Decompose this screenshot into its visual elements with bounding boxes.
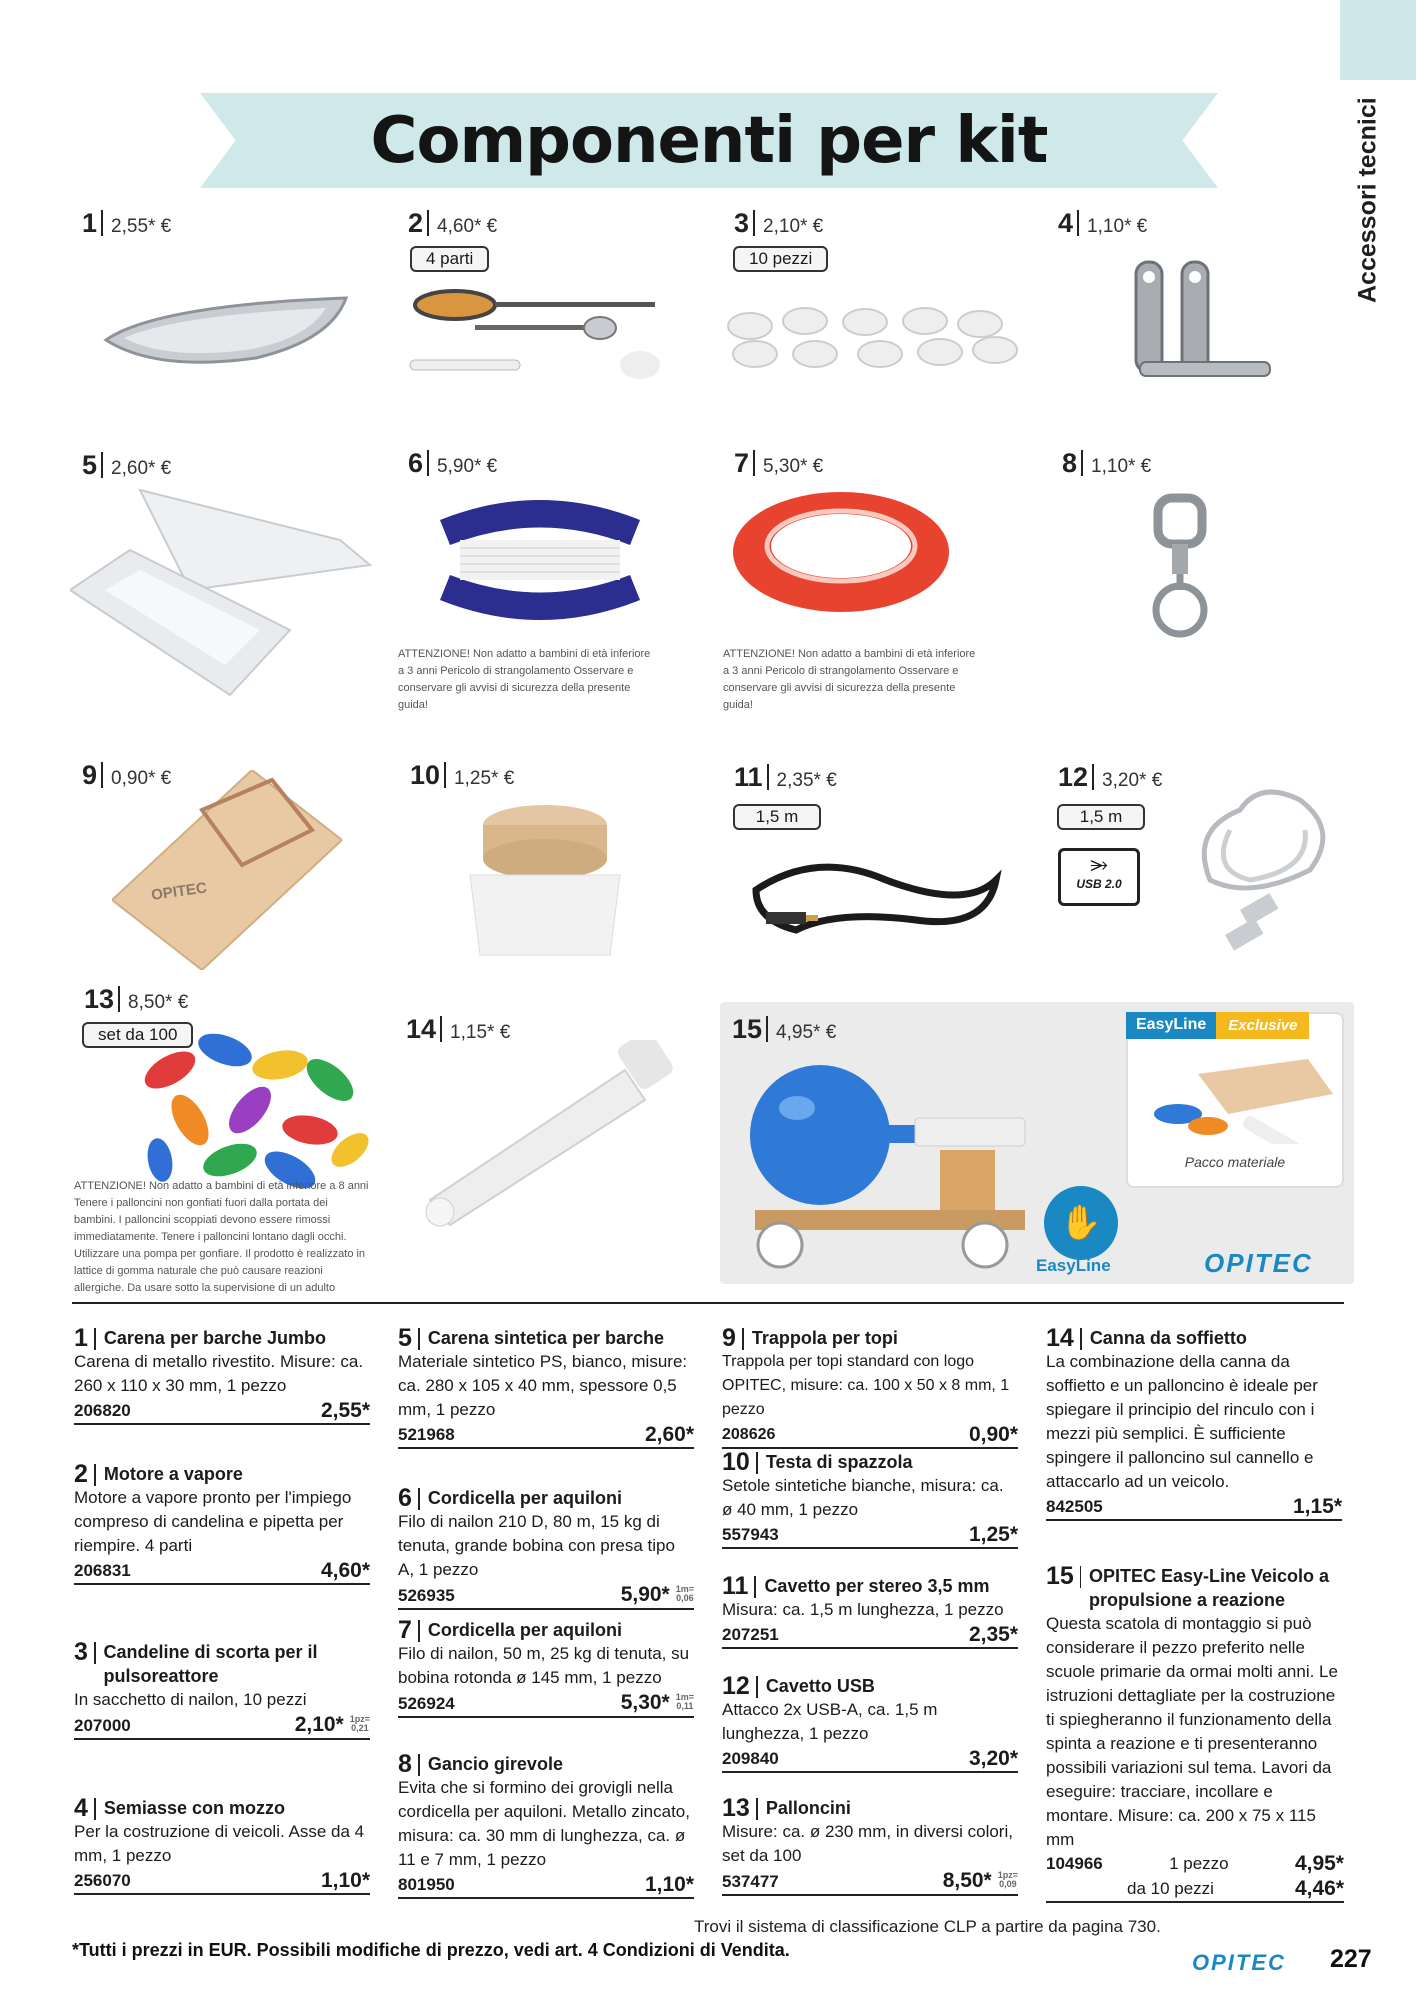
item-title: Candeline di scorta per il pulsoreattore	[103, 1642, 318, 1686]
item-code: 526924	[398, 1694, 455, 1713]
boat-hull-plastic-image	[70, 480, 380, 700]
product-price: 1,10* €	[1087, 216, 1148, 237]
product-price: 4,60* €	[437, 216, 498, 237]
product-price: 1,25* €	[454, 768, 515, 789]
item-price: 2,35*	[968, 1623, 1018, 1646]
item-title: Cordicella per aquiloni	[427, 1620, 622, 1640]
mousetrap-image	[112, 770, 342, 970]
material-pack-image	[1138, 1054, 1338, 1144]
easyline-label-bar	[1126, 1012, 1309, 1039]
easyline-hand-icon: ✋	[1044, 1186, 1118, 1260]
item-code: 208626	[722, 1426, 776, 1443]
product-header-3	[734, 208, 823, 239]
item-number: 9	[722, 1324, 736, 1352]
unit-price: 1pz= 0,21	[349, 1714, 370, 1733]
item-number: 15	[1046, 1562, 1074, 1590]
item-price: 4,95*	[1294, 1852, 1344, 1875]
tag-length: 1,5 m	[1057, 804, 1145, 830]
item-code: 206831	[74, 1561, 131, 1580]
product-price: 1,15* €	[450, 1022, 511, 1043]
item-code: 207251	[722, 1625, 779, 1644]
product-header-10	[410, 760, 514, 791]
page-title: Componenti per kit	[370, 103, 1048, 178]
item-number: 3	[74, 1638, 88, 1666]
item-number: 4	[74, 1794, 88, 1822]
item-code: 557943	[722, 1525, 779, 1544]
item-number: 11	[722, 1572, 749, 1600]
item-title: Gancio girevole	[427, 1754, 563, 1774]
kite-line-reel-image	[430, 490, 650, 630]
tag-10-pezzi: 10 pezzi	[733, 246, 828, 272]
item-15-row1	[1046, 1852, 1344, 1876]
product-number: 5	[82, 450, 98, 480]
item-code: 209840	[722, 1749, 779, 1768]
item-desc: Evita che si formino dei grovigli nella cordicella per aquiloni. Metallo zincato, misura: ca. 30 mm di lunghezza, ca. ø 11 e 7 mm, 1 pezzo	[398, 1778, 690, 1869]
product-number: 15	[732, 1014, 763, 1044]
item-price: 1,10*	[320, 1869, 370, 1892]
usb-cable-image	[1180, 770, 1340, 960]
item-5	[398, 1326, 694, 1449]
item-title: Palloncini	[765, 1798, 851, 1818]
item-price: 1,25*	[968, 1523, 1018, 1546]
item-price: 2,10*	[294, 1713, 344, 1736]
product-number: 2	[408, 208, 424, 238]
item-title: Carena per barche Jumbo	[103, 1328, 326, 1348]
item-desc: Misura: ca. 1,5 m lunghezza, 1 pezzo	[722, 1600, 1004, 1619]
item-4	[74, 1796, 370, 1895]
item-desc: Filo di nailon, 50 m, 25 kg di tenuta, su bobina rotonda ø 145 mm, 1 pezzo	[398, 1644, 690, 1687]
item-desc: Setole sintetiche bianche, misura: ca. ø 40 mm, 1 pezzo	[722, 1476, 1004, 1519]
product-price: 2,55* €	[111, 216, 172, 237]
tag-4-parti: 4 parti	[410, 246, 489, 272]
item-price: 8,50*	[942, 1869, 992, 1892]
product-number: 7	[734, 448, 750, 478]
item-11	[722, 1574, 1018, 1649]
item-desc: Misure: ca. ø 230 mm, in diversi colori, set da 100	[722, 1822, 1013, 1865]
brush-head-image	[450, 795, 640, 965]
product-header-2	[408, 208, 497, 239]
product-number: 8	[1062, 448, 1078, 478]
material-pack-caption: Pacco materiale	[1184, 1154, 1286, 1170]
item-9	[722, 1326, 1018, 1449]
product-header-4	[1058, 208, 1147, 239]
product-number: 11	[734, 762, 763, 792]
exclusive-label: Exclusive	[1216, 1012, 1309, 1039]
tag-length: 1,5 m	[733, 804, 821, 830]
item-desc: La combinazione della canna da soffietto e un palloncino è ideale per spiegare il principio del rinculo con i mezzi più semplici. È sufficiente spingere il palloncino sul cannello e attaccarlo ad un veicolo.	[1046, 1352, 1318, 1491]
product-number: 9	[82, 760, 98, 790]
item-price: 5,90*	[620, 1583, 670, 1606]
safety-warning-13: ATTENZIONE! Non adatto a bambini di età inferiore a 8 anni Tenere i palloncini non gonfiati fuori dalla portata dei bambini. I palloncini scoppiati devono essere rimossi immediatamente. Tenere i palloncini lontano dagli occhi. Utilizzare una pompa per gonfiare. Il prodotto è realizzato in lattice di gomma naturale che può causare reazioni allergiche. Da usare sotto la supervisione di un adulto	[74, 1180, 369, 1294]
product-price: 5,30* €	[763, 456, 824, 477]
item-title: Semiasse con mozzo	[103, 1798, 285, 1818]
item-title: Trappola per topi	[751, 1328, 898, 1348]
safety-warning-6: ATTENZIONE! Non adatto a bambini di età inferiore a 3 anni Pericolo di strangolamento Osservare e conservare gli avvisi di sicurezza della presente guida!	[398, 648, 651, 711]
qty-label: 1 pezzo	[1169, 1854, 1229, 1873]
item-15	[1046, 1564, 1344, 1903]
product-number: 12	[1058, 762, 1089, 792]
steam-engine-image	[405, 280, 665, 390]
tag-set: set da 100	[82, 1022, 193, 1048]
item-desc: Attacco 2x USB-A, ca. 1,5 m lunghezza, 1 pezzo	[722, 1700, 938, 1743]
item-title: Testa di spazzola	[765, 1452, 913, 1472]
product-number: 10	[410, 760, 441, 790]
product-header-11	[734, 762, 837, 793]
opitec-logo: OPITEC	[1204, 1248, 1313, 1278]
product-number: 13	[84, 984, 115, 1014]
item-code: 842505	[1046, 1497, 1103, 1516]
item-desc: Per la costruzione di veicoli. Asse da 4 mm, 1 pezzo	[74, 1822, 365, 1865]
product-header-12	[1058, 762, 1162, 793]
item-13	[722, 1796, 1018, 1896]
corner-tab	[1340, 0, 1416, 80]
item-number: 1	[74, 1324, 88, 1352]
product-header-15	[732, 1014, 836, 1045]
unit-price: 1pz= 0,09	[997, 1870, 1018, 1889]
easyline-label: EasyLine	[1126, 1012, 1216, 1039]
item-number: 13	[722, 1794, 750, 1822]
item-code: 521968	[398, 1425, 455, 1444]
item-price: 4,46*	[1294, 1877, 1344, 1900]
item-title: Canna da soffietto	[1089, 1328, 1247, 1348]
item-number: 8	[398, 1750, 412, 1778]
item-code: 104966	[1046, 1854, 1103, 1873]
kite-line-ring-image	[726, 482, 956, 622]
page-number: 227	[1330, 1945, 1372, 1973]
item-desc: Materiale sintetico PS, bianco, misure: ca. 280 x 105 x 40 mm, spessore 0,5 mm, 1 pezzo	[398, 1352, 688, 1419]
product-price: 3,20* €	[1102, 770, 1163, 791]
item-desc: Questa scatola di montaggio si può considerare il pezzo preferito nelle scuole primarie da ormai molti anni. Le istruzioni dettagliate per la costruzione ti spiegheranno il funzionamento della spinta a reazione e ti presenteranno possibili variazioni sul tema. Lavori da eseguire: tracciare, incollare e montare. Misure: ca. 200 x 75 x 115 mm	[1046, 1614, 1338, 1849]
item-number: 12	[722, 1672, 750, 1700]
easyline-round-label: EasyLine	[1036, 1256, 1111, 1275]
product-number: 14	[406, 1014, 437, 1044]
item-code: 526935	[398, 1586, 455, 1605]
unit-price: 1m= 0,11	[675, 1692, 694, 1711]
product-price: 1,10* €	[1091, 456, 1152, 477]
section-side-label: Accessori tecnici	[1353, 97, 1382, 303]
item-desc: In sacchetto di nailon, 10 pezzi	[74, 1690, 307, 1709]
unit-price: 1m= 0,06	[675, 1584, 694, 1603]
clp-note: Trovi il sistema di classificazione CLP a partire da pagina 730.	[694, 1917, 1161, 1936]
qty-label: da 10 pezzi	[1127, 1879, 1214, 1898]
product-price: 4,95* €	[776, 1022, 837, 1043]
item-price: 1,15*	[1292, 1495, 1342, 1518]
item-code: 801950	[398, 1875, 455, 1894]
item-title: Cavetto USB	[765, 1676, 875, 1696]
usb-icon: ⭃	[1090, 851, 1108, 876]
item-number: 2	[74, 1460, 88, 1488]
item-price: 0,90*	[968, 1423, 1018, 1446]
price-note: *Tutti i prezzi in EUR. Possibili modifiche di prezzo, vedi art. 4 Condizioni di Vendita.	[72, 1940, 790, 1960]
item-price: 2,55*	[320, 1399, 370, 1422]
product-number: 3	[734, 208, 750, 238]
item-3	[74, 1640, 370, 1740]
product-number: 6	[408, 448, 424, 478]
product-price: 5,90* €	[437, 456, 498, 477]
item-desc: Filo di nailon 210 D, 80 m, 15 kg di tenuta, grande bobina con presa tipo A, 1 pezzo	[398, 1512, 675, 1579]
item-desc: Trappola per topi standard con logo OPITEC, misure: ca. 100 x 50 x 8 mm, 1 pezzo	[722, 1353, 1010, 1418]
item-title: Carena sintetica per barche	[427, 1328, 665, 1348]
item-15-row2	[1046, 1877, 1344, 1903]
item-code: 256070	[74, 1871, 131, 1890]
item-number: 6	[398, 1484, 412, 1512]
product-number: 1	[82, 208, 98, 238]
swivel-hook-image	[1140, 490, 1220, 660]
candles-image	[725, 296, 1025, 376]
product-number: 4	[1058, 208, 1074, 238]
product-header-1	[82, 208, 171, 239]
jet-vehicle-image	[735, 1060, 1095, 1280]
item-6	[398, 1486, 694, 1610]
item-14	[1046, 1326, 1342, 1521]
item-number: 7	[398, 1616, 412, 1644]
usb-badge-label: USB 2.0	[1076, 877, 1122, 891]
product-header-7	[734, 448, 823, 479]
item-desc: Motore a vapore pronto per l'impiego compreso di candelina e pipetta per riempire. 4 parti	[74, 1488, 352, 1555]
safety-warning-7: ATTENZIONE! Non adatto a bambini di età inferiore a 3 anni Pericolo di strangolamento Osservare e conservare gli avvisi di sicurezza della presente guida!	[723, 648, 976, 711]
product-header-6	[408, 448, 497, 479]
item-price: 2,60*	[644, 1423, 694, 1446]
balloons-image	[130, 1010, 380, 1190]
material-pack-card	[1126, 1012, 1344, 1188]
item-desc: Carena di metallo rivestito. Misure: ca. 260 x 110 x 30 mm, 1 pezzo	[74, 1352, 364, 1395]
item-price: 1,10*	[644, 1873, 694, 1896]
item-title: Cordicella per aquiloni	[427, 1488, 622, 1508]
product-price: 0,90* €	[111, 768, 172, 789]
item-price: 4,60*	[320, 1559, 370, 1582]
item-code: 537477	[722, 1872, 779, 1891]
stereo-cable-image	[736, 850, 1006, 940]
blow-pipe-image	[415, 1040, 685, 1230]
item-12	[722, 1674, 1018, 1773]
trap-logo: OPITEC	[150, 879, 208, 904]
product-header-5	[82, 450, 171, 481]
item-title: Motore a vapore	[103, 1464, 243, 1484]
product-price: 2,10* €	[763, 216, 824, 237]
product-price: 2,60* €	[111, 458, 172, 479]
product-price: 8,50* €	[128, 992, 189, 1013]
item-price: 3,20*	[968, 1747, 1018, 1770]
item-code: 206820	[74, 1401, 131, 1420]
item-code: 207000	[74, 1716, 131, 1735]
usb-badge	[1058, 848, 1140, 906]
item-title: Cavetto per stereo 3,5 mm	[764, 1576, 990, 1596]
item-10	[722, 1450, 1018, 1549]
item-title: OPITEC Easy-Line Veicolo a propulsione a reazione	[1088, 1566, 1330, 1610]
footer-logo: OPITEC	[1192, 1950, 1286, 1975]
item-1	[74, 1326, 370, 1425]
item-8	[398, 1752, 694, 1899]
product-header-8	[1062, 448, 1151, 479]
item-7	[398, 1618, 694, 1718]
section-divider	[72, 1302, 1344, 1304]
item-number: 14	[1046, 1324, 1074, 1352]
product-price: 2,35* €	[776, 770, 837, 791]
boat-hull-metal-image	[96, 280, 356, 390]
item-2	[74, 1462, 370, 1585]
item-number: 5	[398, 1324, 412, 1352]
half-axle-image	[1120, 252, 1280, 412]
item-price: 5,30*	[620, 1691, 670, 1714]
item-number: 10	[722, 1448, 750, 1476]
